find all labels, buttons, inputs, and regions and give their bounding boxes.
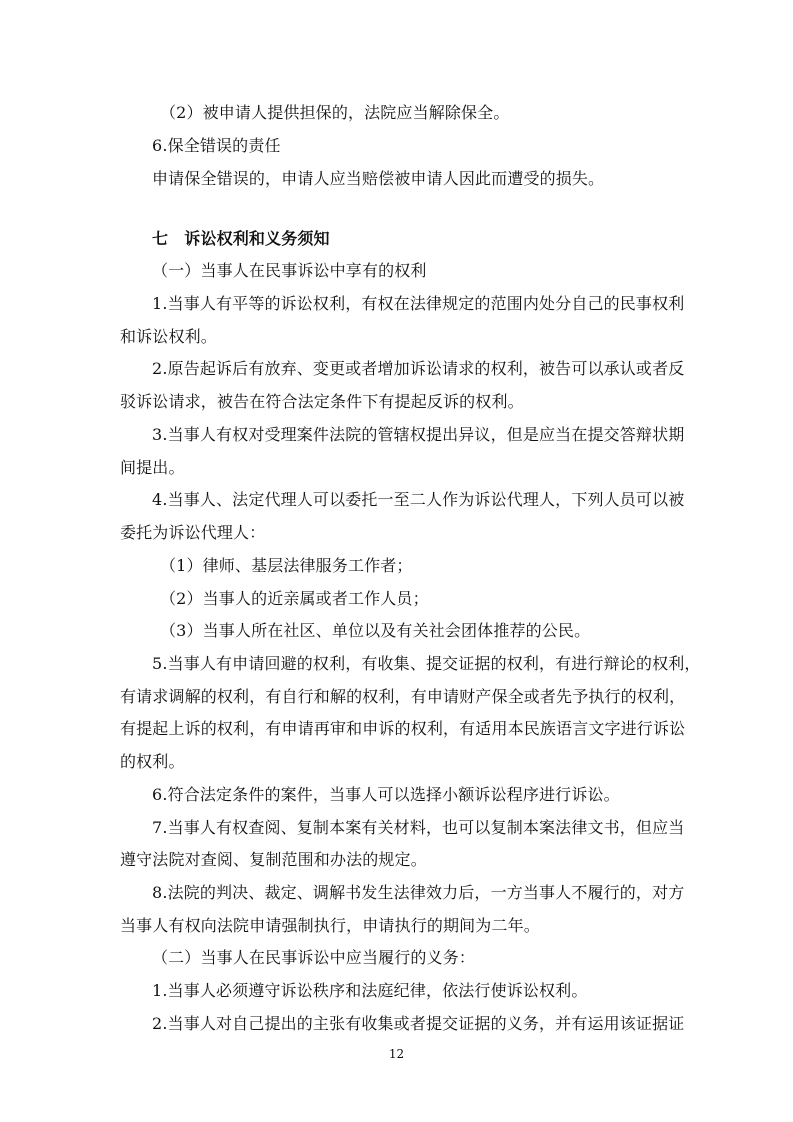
paragraph-line: 8.法院的判决、裁定、调解书发生法律效力后，一方当事人不履行的，对方	[152, 883, 685, 902]
paragraph-line: 4.当事人、法定代理人可以委托一至二人作为诉讼代理人，下列人员可以被	[152, 490, 685, 509]
subsection-heading: （二）当事人在民事诉讼中应当履行的义务：	[152, 948, 476, 967]
paragraph-line: 驳诉讼请求，被告在符合法定条件下有提起反诉的权利。	[120, 392, 524, 411]
paragraph-line: 2.当事人对自己提出的主张有收集或者提交证据的义务，并有运用该证据证	[152, 1014, 685, 1033]
list-item: （1）律师、基层法律服务工作者；	[160, 556, 413, 575]
paragraph-line: 当事人有权向法院申请强制执行，申请执行的期间为二年。	[120, 916, 540, 935]
page-number: 12	[388, 1047, 405, 1061]
paragraph-line: 3.当事人有权对受理案件法院的管辖权提出异议，但是应当在提交答辩状期	[152, 425, 685, 444]
section-subheading: 6.保全错误的责任	[152, 136, 281, 155]
paragraph-line: 和诉讼权利。	[120, 327, 217, 346]
paragraph-line: 委托为诉讼代理人：	[120, 523, 266, 542]
paragraph-line: 有请求调解的权利，有自行和解的权利，有申请财产保全或者先予执行的权利，	[120, 687, 686, 706]
paragraph-line: 6.符合法定条件的案件，当事人可以选择小额诉讼程序进行诉讼。	[152, 785, 620, 804]
paragraph-line: 1.当事人有平等的诉讼权利，有权在法律规定的范围内处分自己的民事权利	[152, 294, 685, 313]
subsection-heading: （一）当事人在民事诉讼中享有的权利	[152, 261, 427, 280]
paragraph-line: 1.当事人必须遵守诉讼秩序和法庭纪律，依法行使诉讼权利。	[152, 981, 588, 1000]
list-item: （2）当事人的近亲属或者工作人员；	[160, 589, 429, 608]
paragraph-line: 2.原告起诉后有放弃、变更或者增加诉讼请求的权利，被告可以承认或者反	[152, 359, 685, 378]
paragraph-line: 的权利。	[120, 752, 185, 771]
list-item: （3）当事人所在社区、单位以及有关社会团体推荐的公民。	[160, 621, 591, 640]
paragraph-line: 申请保全错误的，申请人应当赔偿被申请人因此而遭受的损失。	[152, 169, 605, 188]
paragraph-line: 有提起上诉的权利，有申请再审和申诉的权利，有适用本民族语言文字进行诉讼	[120, 719, 686, 738]
section-heading: 七 诉讼权利和义务须知	[152, 229, 330, 248]
paragraph-line: 7.当事人有权查阅、复制本案有关材料，也可以复制本案法律文书，但应当	[152, 818, 685, 837]
paragraph-line: 遵守法院对查阅、复制范围和办法的规定。	[120, 850, 427, 869]
paragraph-line: 5.当事人有申请回避的权利，有收集、提交证据的权利，有进行辩论的权利，	[152, 654, 701, 673]
paragraph-line: 间提出。	[120, 458, 185, 477]
paragraph-line: （2）被申请人提供担保的，法院应当解除保全。	[160, 103, 510, 122]
